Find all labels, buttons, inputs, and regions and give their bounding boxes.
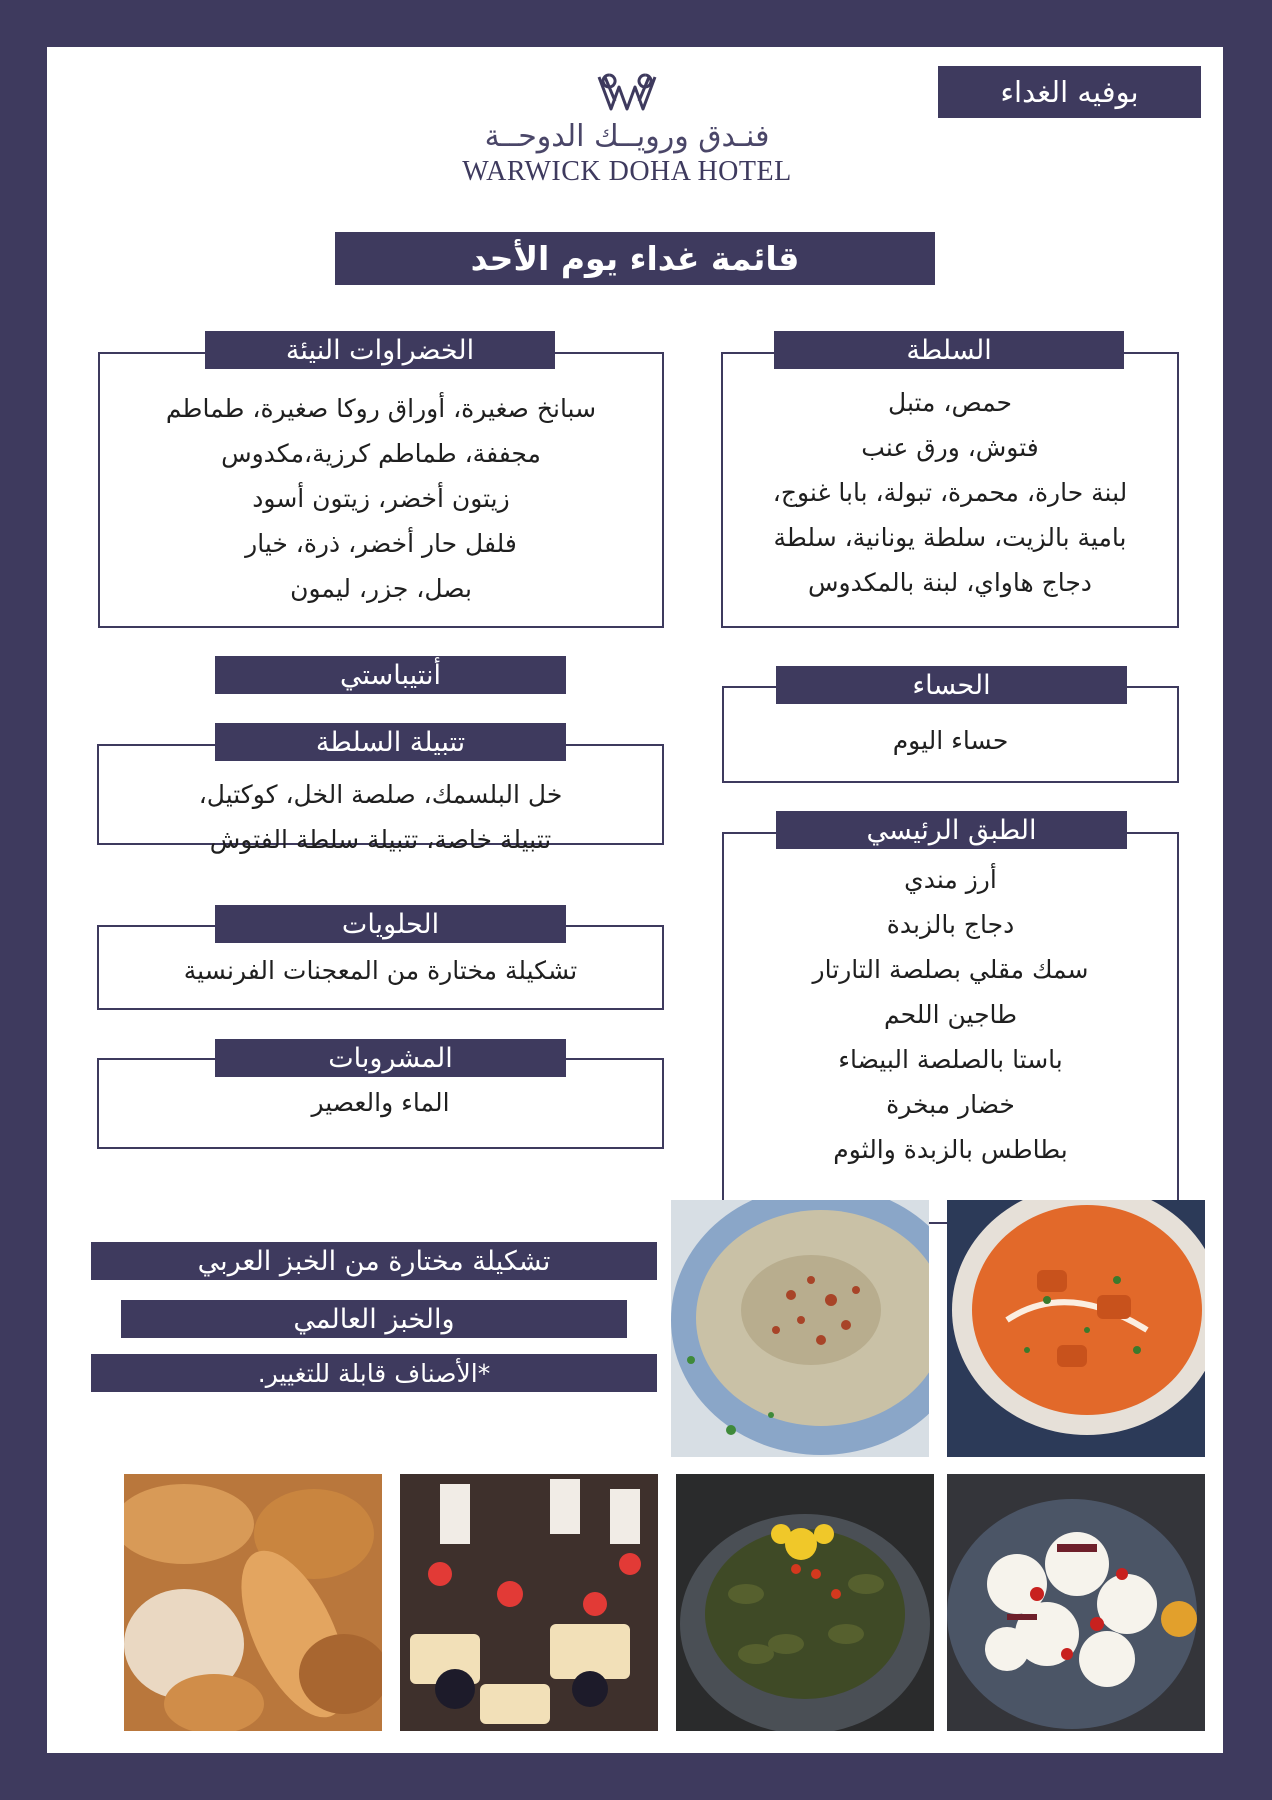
bread-line2: والخبز العالمي	[293, 1303, 455, 1335]
bread-line1-bar	[91, 1242, 657, 1280]
soup-title: الحساء	[912, 669, 991, 701]
desserts-title: الحلويات	[341, 908, 440, 940]
soup-items	[724, 718, 1177, 763]
crown-logo-icon	[595, 71, 659, 115]
salad-item: بامية بالزيت، سلطة يونانية، سلطة	[773, 523, 1127, 552]
bread-line1: تشكيلة مختارة من الخبز العربي	[197, 1245, 551, 1277]
raw-vegetables-item: سبانخ صغيرة، أوراق روكا صغيرة، طماطم	[165, 394, 597, 423]
raw-vegetables-item: فلفل حار أخضر، ذرة، خيار	[245, 529, 517, 558]
hotel-name-english: WARWICK DOHA HOTEL	[462, 156, 792, 187]
desserts-title-bar	[215, 905, 566, 943]
salad-section	[721, 352, 1179, 628]
photo-bread	[124, 1474, 382, 1731]
raw-vegetables-title-bar	[205, 331, 555, 369]
main-course-item: خضار مبخرة	[886, 1090, 1015, 1119]
raw-vegetables-section	[98, 352, 664, 628]
salad-title: السلطة	[906, 334, 992, 366]
main-course-item: دجاج بالزبدة	[886, 910, 1015, 939]
main-course-item: سمك مقلي بصلصة التارتار	[812, 955, 1089, 984]
main-course-item: بطاطس بالزبدة والثوم	[833, 1135, 1068, 1164]
salad-dressing-title-bar	[215, 723, 566, 761]
photo-desserts	[400, 1474, 658, 1731]
main-course-item: أرز مندي	[904, 865, 997, 894]
salad-title-bar	[774, 331, 1124, 369]
photo-butter-chicken	[947, 1200, 1205, 1457]
raw-vegetables-item: بصل، جزر، ليمون	[290, 574, 472, 603]
disclaimer-bar	[91, 1354, 657, 1392]
antipasti-title: أنتيباستي	[340, 659, 441, 691]
beverages-item: الماء والعصير	[311, 1088, 450, 1117]
soup-item: حساء اليوم	[892, 726, 1009, 755]
main-course-title: الطبق الرئيسي	[866, 814, 1037, 846]
salad-dressing-item: خل البلسمك، صلصة الخل، كوكتيل،	[198, 780, 563, 809]
hotel-logo	[427, 71, 827, 231]
raw-vegetables-item: زيتون أخضر، زيتون أسود	[252, 484, 510, 513]
beverages-title: المشروبات	[328, 1042, 453, 1074]
salad-item: حمص، متبل	[888, 388, 1012, 417]
salad-dressing-title: تتبيلة السلطة	[315, 726, 466, 758]
desserts-item: تشكيلة مختارة من المعجنات الفرنسية	[183, 956, 578, 985]
soup-title-bar	[776, 666, 1127, 704]
raw-vegetables-title: الخضراوات النيئة	[285, 334, 475, 366]
salad-dressing-items	[99, 772, 662, 862]
menu-title: قائمة غداء يوم الأحد	[470, 239, 800, 278]
lunch-buffet-label: بوفيه الغداء	[1000, 75, 1139, 109]
main-course-item: باستا بالصلصة البيضاء	[838, 1045, 1063, 1074]
photo-moutabal	[671, 1200, 929, 1457]
main-course-title-bar	[776, 811, 1127, 849]
raw-vegetables-item: مجففة، طماطم كرزية،مكدوس	[221, 439, 541, 468]
salad-items	[723, 380, 1177, 605]
desserts-items	[99, 948, 662, 993]
photo-labneh-platter	[947, 1474, 1205, 1731]
beverages-title-bar	[215, 1039, 566, 1077]
main-course-items	[724, 857, 1177, 1172]
salad-item: لبنة حارة، محمرة، تبولة، بابا غنوج،	[772, 478, 1128, 507]
disclaimer-note: *الأصناف قابلة للتغيير.	[257, 1358, 491, 1388]
salad-item: فتوش، ورق عنب	[861, 433, 1039, 462]
salad-dressing-item: تتبيلة خاصة، تتبيلة سلطة الفتوش	[209, 825, 552, 854]
beverages-items	[99, 1080, 662, 1125]
bread-line2-bar	[121, 1300, 627, 1338]
menu-page	[47, 47, 1223, 1753]
main-course-section	[722, 832, 1179, 1224]
antipasti-title-bar	[215, 656, 566, 694]
photo-vine-leaves	[676, 1474, 934, 1731]
hotel-name-arabic: فنـدق ورويــك الدوحــة	[484, 119, 770, 154]
lunch-buffet-badge	[938, 66, 1201, 118]
menu-title-bar	[335, 232, 935, 285]
raw-vegetables-items	[100, 386, 662, 611]
salad-item: دجاج هاواي، لبنة بالمكدوس	[808, 568, 1092, 597]
main-course-item: طاجين اللحم	[883, 1000, 1018, 1029]
